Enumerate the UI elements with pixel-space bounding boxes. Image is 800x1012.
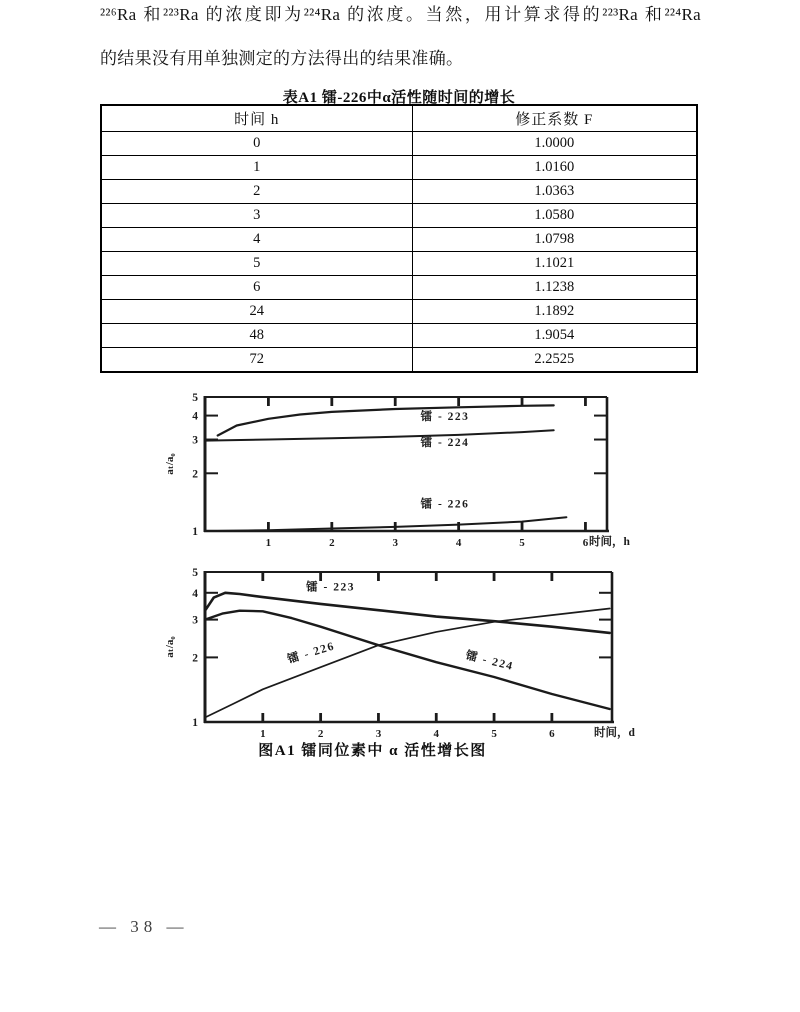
y-axis-label: aₜ/a₀ <box>164 636 176 658</box>
series-line-2 <box>218 517 567 531</box>
table-cell-factor: 1.0000 <box>412 132 697 156</box>
series-label-0: 镭 - 223 <box>306 581 356 594</box>
series-label-1: 镭 - 226 <box>286 640 337 667</box>
table-cell-time: 2 <box>101 180 412 204</box>
table-title: 表A1 镭-226中α活性随时间的增长 <box>282 90 516 106</box>
table-row <box>101 180 697 204</box>
table-cell-factor: 1.1892 <box>412 300 697 324</box>
table-cell-factor: 1.9054 <box>412 324 697 348</box>
y-tick-label: 3 <box>192 434 198 447</box>
y-tick-label: 2 <box>192 652 198 665</box>
page-number: — 38 — <box>99 917 189 936</box>
x-axis-label: 时间，h <box>589 536 630 548</box>
table-cell-time: 4 <box>101 228 412 252</box>
table-cell-time: 3 <box>101 204 412 228</box>
table-header-factor: 修正系数 F <box>412 105 697 132</box>
table-cell-factor: 1.0363 <box>412 180 697 204</box>
y-axis-label: aₜ/a₀ <box>164 453 176 475</box>
table-header-time: 时间 h <box>101 105 412 132</box>
series-line-2 <box>205 609 610 718</box>
series-label-2: 镭 - 224 <box>464 649 515 674</box>
x-tick-label: 5 <box>491 728 497 740</box>
table-cell-time: 5 <box>101 252 412 276</box>
table-row <box>101 228 697 252</box>
table-cell-time: 6 <box>101 276 412 300</box>
alpha-activity-chart-days <box>150 556 710 751</box>
series-label-0: 镭 - 223 <box>420 410 470 423</box>
x-tick-label: 4 <box>455 537 462 549</box>
alpha-activity-chart-hours <box>150 383 710 558</box>
figure-caption: 图A1 镭同位素中 α 活性增长图 <box>258 743 487 759</box>
table-header-row <box>101 105 697 132</box>
x-tick-label: 4 <box>433 728 439 740</box>
x-tick-label: 2 <box>329 537 335 549</box>
y-tick-label: 1 <box>192 526 198 538</box>
x-tick-label: 2 <box>317 728 324 740</box>
table-cell-factor: 1.0580 <box>412 204 697 228</box>
x-tick-label: 6 <box>549 728 555 740</box>
x-tick-label: 6 <box>582 537 589 549</box>
correction-factor-table <box>100 104 698 373</box>
y-tick-label: 5 <box>192 567 198 579</box>
table-cell-factor: 2.2525 <box>412 348 697 373</box>
table-row <box>101 252 697 276</box>
x-tick-label: 3 <box>392 537 398 549</box>
y-tick-label: 3 <box>192 614 198 627</box>
table-row <box>101 348 697 373</box>
x-tick-label: 1 <box>260 728 266 740</box>
table-cell-time: 48 <box>101 324 412 348</box>
table-row <box>101 324 697 348</box>
series-label-2: 镭 - 226 <box>420 498 470 511</box>
body-paragraph-line-2: 的结果没有用单独测定的方法得出的结果准确。 <box>100 49 464 68</box>
y-tick-label: 5 <box>192 392 198 404</box>
series-label-1: 镭 - 224 <box>420 436 470 449</box>
series-line-0 <box>218 405 554 435</box>
x-tick-label: 5 <box>519 537 525 549</box>
y-tick-label: 4 <box>192 410 198 423</box>
y-tick-label: 4 <box>192 587 198 600</box>
table-cell-time: 24 <box>101 300 412 324</box>
table-cell-time: 0 <box>101 132 412 156</box>
x-tick-label: 1 <box>265 537 272 549</box>
table-row <box>101 132 697 156</box>
table-cell-factor: 1.1021 <box>412 252 697 276</box>
table-row <box>101 276 697 300</box>
y-tick-label: 2 <box>192 468 198 481</box>
x-axis-label: 时间，d <box>594 727 635 739</box>
body-paragraph-line-1: ²²⁶Ra 和²²³Ra 的浓度即为²²⁴Ra 的浓度。当然，用计算求得的²²³Ra 和²²⁴Ra <box>100 5 701 24</box>
x-tick-label: 3 <box>375 728 382 740</box>
table-row <box>101 300 697 324</box>
table-row <box>101 204 697 228</box>
table-cell-factor: 1.0798 <box>412 228 697 252</box>
table-body <box>101 132 697 373</box>
table-cell-factor: 1.0160 <box>412 156 697 180</box>
y-tick-label: 1 <box>192 717 198 729</box>
table-cell-time: 1 <box>101 156 412 180</box>
table-cell-time: 72 <box>101 348 412 373</box>
series-line-1 <box>205 430 554 440</box>
table-cell-factor: 1.1238 <box>412 276 697 300</box>
table-row <box>101 156 697 180</box>
